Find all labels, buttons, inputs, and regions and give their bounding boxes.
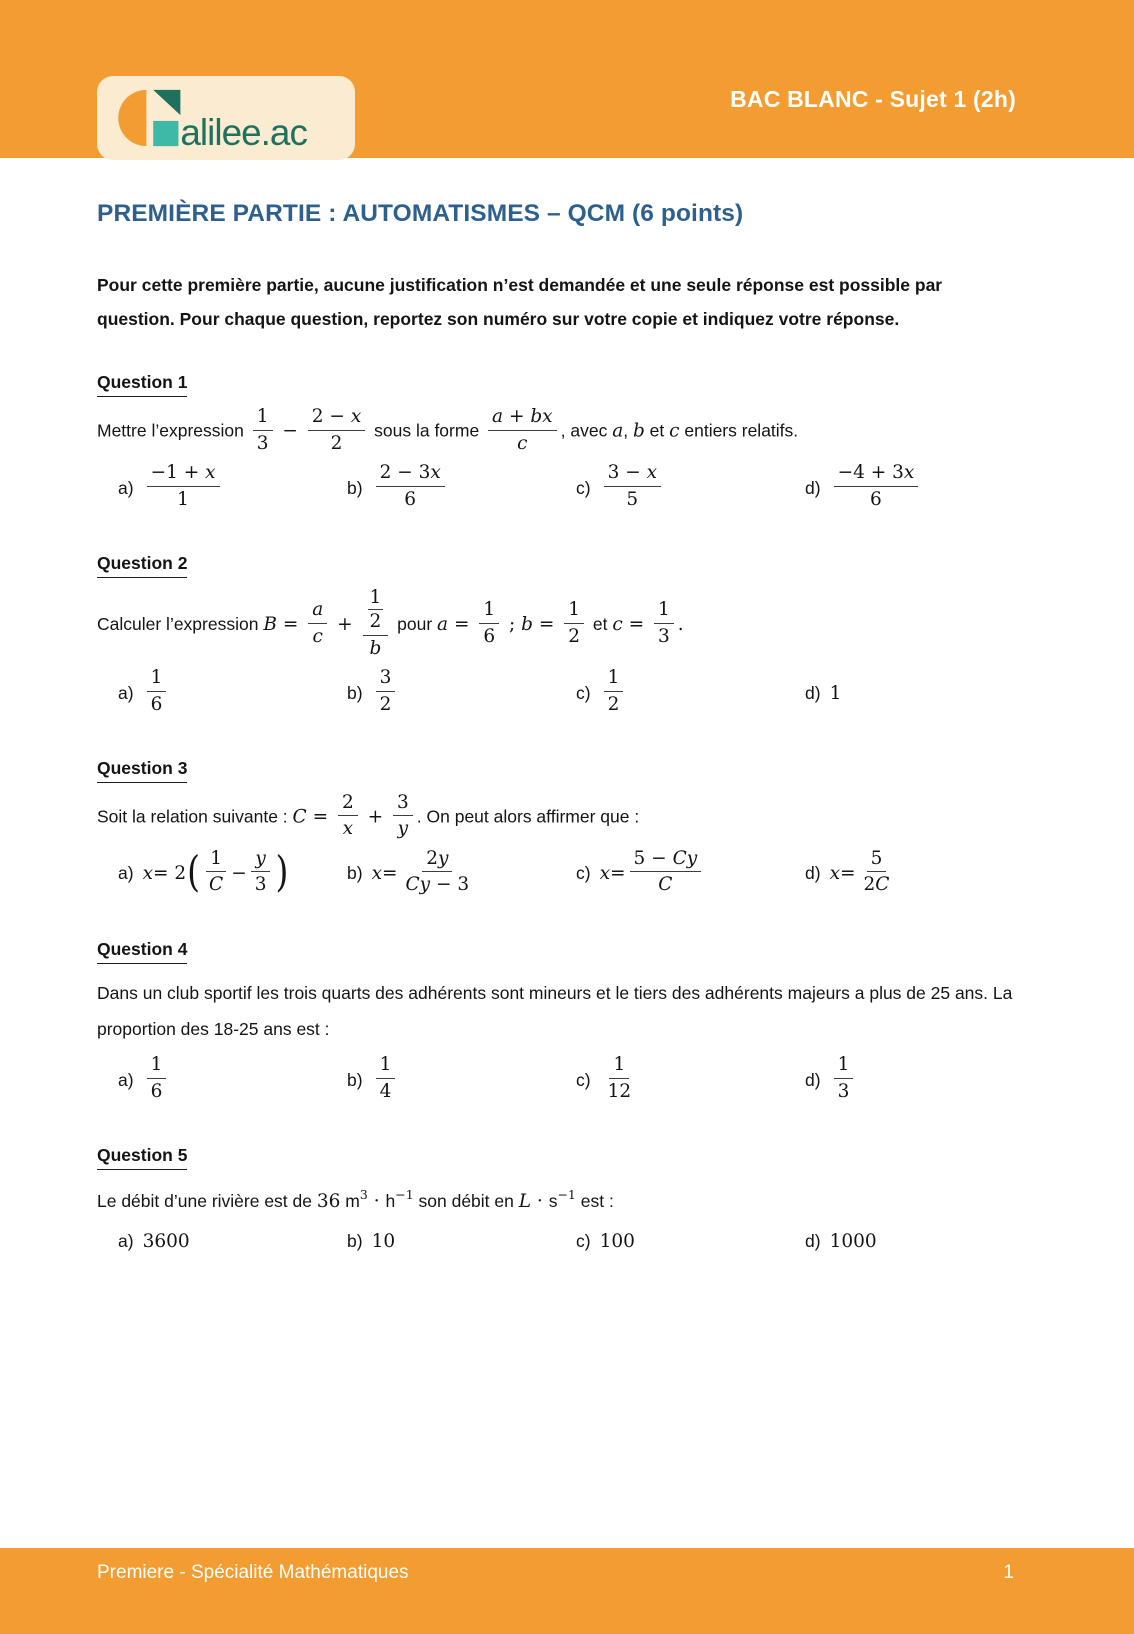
answer-value <box>372 1054 400 1103</box>
footer-page-number: 1 <box>1003 1562 1014 1583</box>
question-heading: Question 2 <box>97 553 187 578</box>
answer-label: b) <box>347 1231 363 1252</box>
answer-label: b) <box>347 682 363 703</box>
answer-label: c) <box>576 1231 591 1252</box>
question <box>97 372 1014 511</box>
answer-option <box>347 462 576 511</box>
question-body: Soit la relation suivante : C = $\frac{2}{x}$ + $\frac{3}{y}$ . On peut alors affirmer que : <box>97 792 640 840</box>
question <box>97 553 1014 716</box>
answer-option <box>576 1231 805 1252</box>
answer-option <box>576 462 805 511</box>
answer-value: 1000 <box>829 1231 877 1253</box>
question-body: Mettre l’expression $\frac{1}{3}$ − $\frac{2 - x}{2}$ sous la forme $\frac{a + bx}{c}$ , avec a, b et c entiers relatifs. <box>97 406 799 454</box>
fraction: $\frac{a + bx}{c}$ <box>488 407 557 453</box>
answer-label: d) <box>805 682 821 703</box>
question-body: Dans un club sportif les trois quarts des adhérents sont mineurs et le tiers des adhérents majeurs a plus de 25 ans. La proportion des 18-25 ans est : <box>97 982 1013 1039</box>
answer-label: d) <box>805 1069 821 1090</box>
answer-option <box>118 667 347 716</box>
fraction: $\frac{2 - x}{2}$ <box>308 407 365 453</box>
fraction: $\frac{3}{2}$ <box>376 668 396 714</box>
question-heading: Question 4 <box>97 939 187 964</box>
fraction: $\frac{2y}{Cy - 3}$ <box>405 847 470 896</box>
answer-value <box>372 462 449 511</box>
fraction: $\frac{1}{3}$ <box>834 1055 854 1101</box>
galilee-logo-icon <box>114 85 338 151</box>
answer-value: 100 <box>599 1231 635 1253</box>
answer-value: x = $\frac{2y}{Cy - 3}$ <box>372 851 478 897</box>
answer-value: 3600 <box>142 1231 190 1253</box>
answer-value <box>143 462 224 511</box>
answer-option <box>118 846 347 897</box>
fraction: $\frac{\frac{1}{2}}{b}$ <box>363 588 389 658</box>
fraction: $\frac{3 - x}{5}$ <box>604 463 661 509</box>
fraction: $\frac{-4 + 3x}{6}$ <box>834 463 919 509</box>
answer-option <box>805 1231 1034 1252</box>
answer-row <box>118 1054 1014 1103</box>
footer-course-label: Premiere - Spécialité Mathématiques <box>97 1562 409 1583</box>
answer-option <box>118 1054 347 1103</box>
fraction: $\frac{1}{2}$ <box>369 586 382 633</box>
question-heading: Question 1 <box>97 372 187 397</box>
answer-label: a) <box>118 477 134 498</box>
fraction: $\frac{1}{2}$ <box>604 668 624 714</box>
questions <box>97 372 1014 1252</box>
answer-label: c) <box>576 477 591 498</box>
answer-label: d) <box>805 477 821 498</box>
answer-row <box>118 667 1014 716</box>
question-body: Calculer l’expression B = $\frac{a}{c}$ + $\frac{\frac{1}{2}}{b}$ pour a = $\frac{1}{6}$ ; b = $\frac{1}{2}$ et c = $\frac{1}{3}$ . <box>97 586 684 659</box>
answer-option <box>805 683 1034 704</box>
answer-row <box>118 846 1014 897</box>
brand-logo <box>97 76 355 160</box>
answer-value <box>600 1054 640 1103</box>
exam-title: BAC BLANC - Sujet 1 (2h) <box>730 86 1016 112</box>
answer-value: x = $\frac{5 - Cy}{C}$ <box>600 851 706 897</box>
answer-label: b) <box>347 477 363 498</box>
fraction: $\frac{5}{2C}$ <box>863 847 890 896</box>
question <box>97 758 1014 897</box>
answer-option <box>576 1054 805 1103</box>
footer-band <box>0 1548 1134 1634</box>
answer-option <box>805 462 1034 511</box>
fraction: $\frac{1}{6}$ <box>147 1055 167 1101</box>
brand-text: alilee.ac <box>180 112 307 151</box>
answer-value <box>143 667 171 716</box>
answer-option <box>805 1054 1034 1103</box>
answer-label: b) <box>347 1069 363 1090</box>
fraction: $\frac{y}{3}$ <box>251 849 271 895</box>
answer-label: c) <box>576 682 591 703</box>
fraction: $\frac{a}{c}$ <box>308 600 327 646</box>
answer-value <box>830 462 923 511</box>
question-heading: Question 5 <box>97 1145 187 1170</box>
answer-value: 10 <box>371 1231 396 1253</box>
intro-paragraph: Pour cette première partie, aucune justification n’est demandée et une seule réponse est possible par question. Pour chaque question, reportez son numéro sur votre copie et indiquez votre réponse. <box>97 275 943 330</box>
page-title: PREMIÈRE PARTIE : AUTOMATISMES – QCM (6 points) <box>97 200 744 227</box>
answer-row <box>118 1231 1014 1252</box>
fraction: $\frac{1}{6}$ <box>147 668 167 714</box>
answer-value <box>372 667 400 716</box>
answer-option <box>118 462 347 511</box>
answer-label: a) <box>118 1231 134 1252</box>
question-heading: Question 3 <box>97 758 187 783</box>
content <box>0 158 1134 1252</box>
answer-label: c) <box>576 1069 591 1090</box>
fraction: $\frac{1}{C}$ <box>205 849 227 895</box>
answer-option <box>576 667 805 716</box>
answer-label: d) <box>805 863 821 884</box>
fraction: $\frac{1}{3}$ <box>654 600 674 646</box>
fraction: $\frac{2}{x}$ <box>338 793 358 839</box>
fraction: $\frac{1}{2}$ <box>564 600 584 646</box>
answer-label: a) <box>118 1069 134 1090</box>
question-body: Le débit d’une rivière est de 36 $m^3 \cdot h^{-1}$ son débit en $L \cdot s^{-1}$ est : <box>97 1187 614 1213</box>
fraction: $\frac{1}{4}$ <box>376 1055 396 1101</box>
answer-label: b) <box>347 863 363 884</box>
answer-option <box>118 1231 347 1252</box>
question <box>97 1145 1014 1252</box>
answer-label: a) <box>118 863 134 884</box>
fraction: $\frac{1}{3}$ <box>253 407 273 453</box>
answer-option <box>347 667 576 716</box>
answer-value: x = $\frac{5}{2C}$ <box>830 851 898 897</box>
fraction: $\frac{-1 + x}{1}$ <box>147 463 220 509</box>
answer-value: 1 <box>829 682 842 704</box>
answer-value <box>600 462 665 511</box>
answer-option <box>347 847 576 897</box>
answer-value <box>600 667 628 716</box>
answer-option <box>347 1054 576 1103</box>
header-band <box>0 0 1134 158</box>
fraction: $\frac{3}{y}$ <box>393 793 413 839</box>
answer-option <box>576 847 805 897</box>
fraction: $\frac{1}{12}$ <box>607 1054 632 1102</box>
fraction: $\frac{5 - Cy}{C}$ <box>630 849 702 895</box>
answer-label: a) <box>118 682 134 703</box>
fraction: $\frac{1}{6}$ <box>479 600 499 646</box>
answer-value <box>143 1054 171 1103</box>
answer-value: x = 2 ( $\frac{1}{C}$ − $\frac{y}{3}$ ) <box>142 846 289 897</box>
answer-option <box>805 847 1034 897</box>
fraction: $\frac{2 - 3x}{6}$ <box>376 463 445 509</box>
answer-label: c) <box>576 863 591 884</box>
answer-option <box>347 1231 576 1252</box>
answer-label: d) <box>805 1231 821 1252</box>
question <box>97 939 1014 1104</box>
answer-row <box>118 462 1014 511</box>
answer-value <box>830 1054 858 1103</box>
